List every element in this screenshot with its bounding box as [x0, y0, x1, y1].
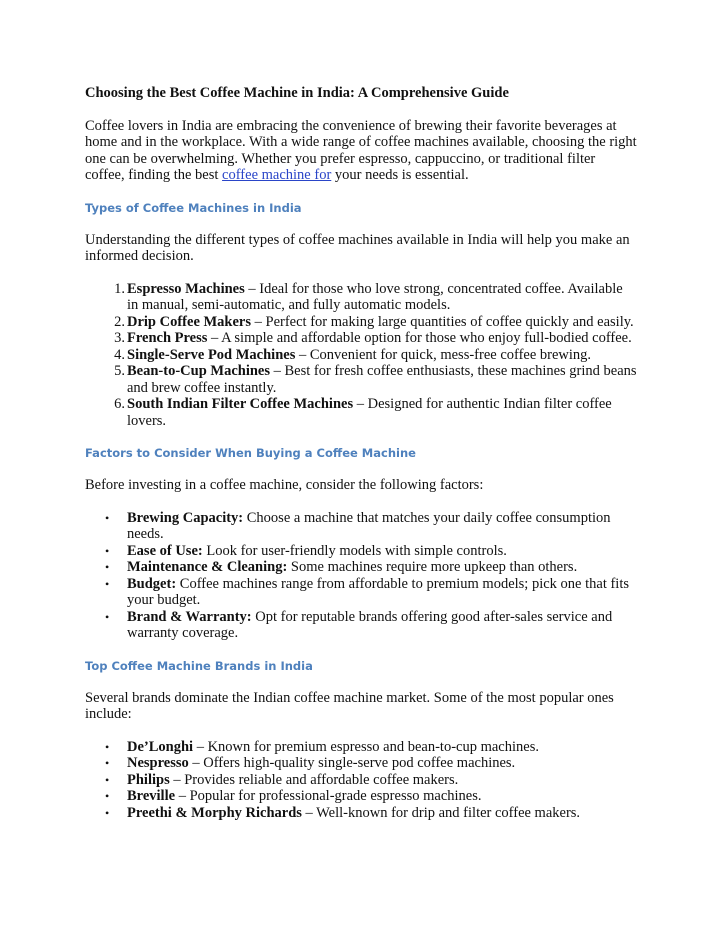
item-description: – Perfect for making large quantities of coffee quickly and easily. — [251, 313, 634, 330]
item-term: Nespresso — [127, 755, 189, 771]
section-heading-brands: Top Coffee Machine Brands in India — [85, 658, 313, 673]
item-description: – A simple and affordable option for those who enjoy full-bodied coffee. — [207, 330, 632, 346]
intro-text-after-link: your needs is essential. — [331, 167, 469, 183]
list-item — [85, 543, 637, 560]
bullet-icon: • — [105, 543, 110, 558]
item-description: Some machines require more upkeep than others. — [287, 559, 578, 575]
item-term: French Press — [127, 330, 208, 346]
section-heading-factors: Factors to Consider When Buying a Coffee Machine — [85, 446, 416, 460]
list-number: 4. — [114, 346, 125, 363]
item-description: – Best for fresh coffee enthusiasts, these machines grind beans and brew coffee instantly. — [127, 363, 637, 396]
list-number: 5. — [114, 363, 125, 379]
bullet-icon: • — [105, 576, 110, 591]
section-lead-types: Understanding the different types of coffee machines available in India will help you make an informed decision. — [85, 231, 630, 264]
item-description: – Known for premium espresso and bean-to-cup machines. — [193, 738, 539, 755]
list-number: 1. — [114, 280, 125, 297]
list-item — [85, 314, 637, 331]
intro-text-before-link: Coffee lovers in India are embracing the convenience of brewing their favorite beverages at home and in the workplace. With a wide range of coffee machines available, choosing the right one can be overwhelming. Whether you prefer espresso, cappuccino, or traditional filter coffee, finding the best — [85, 117, 637, 183]
item-term: Brand & Warranty: — [127, 608, 252, 625]
item-term: De’Longhi — [127, 738, 194, 755]
factors-list — [85, 510, 637, 642]
item-term: Bean-to-Cup Machines — [127, 363, 270, 379]
bullet-icon: • — [105, 805, 110, 820]
list-item — [85, 772, 637, 789]
item-description: – Provides reliable and affordable coffee makers. — [169, 771, 459, 788]
item-term: Drip Coffee Makers — [127, 313, 252, 330]
item-description: – Convenient for quick, mess-free coffee brewing. — [295, 346, 592, 363]
list-item — [85, 609, 637, 642]
item-term: Budget: — [127, 575, 177, 592]
bullet-icon: • — [105, 609, 110, 624]
item-description: – Well-known for drip and filter coffee makers. — [301, 804, 581, 821]
item-term: Ease of Use: — [127, 542, 203, 559]
section-lead-factors: Before investing in a coffee machine, consider the following factors: — [85, 477, 484, 493]
item-description: – Ideal for those who love strong, concentrated coffee. Available in manual, semi-automatic, and fully automatic models. — [127, 280, 623, 313]
list-number: 3. — [114, 330, 125, 346]
section-lead-brands: Several brands dominate the Indian coffee machine market. Some of the most popular ones include: — [85, 689, 614, 722]
list-item — [85, 347, 637, 364]
list-item — [85, 576, 637, 609]
bullet-icon: • — [105, 510, 110, 525]
item-description: Choose a machine that matches your daily coffee consumption needs. — [127, 509, 611, 542]
bullet-icon: • — [105, 789, 110, 803]
list-item — [85, 510, 637, 543]
list-item — [85, 396, 637, 429]
list-item — [85, 805, 637, 822]
item-description: – Designed for authentic Indian filter coffee lovers. — [127, 396, 612, 429]
bullet-icon: • — [105, 560, 110, 574]
section-heading-types: Types of Coffee Machines in India — [85, 200, 302, 215]
item-description: Coffee machines range from affordable to premium models; pick one that fits your budget. — [127, 575, 630, 608]
item-term: Espresso Machines — [127, 280, 245, 297]
intro-paragraph — [85, 118, 637, 184]
bullet-icon: • — [105, 756, 110, 770]
list-item — [85, 559, 637, 576]
list-item — [85, 281, 637, 314]
item-description: – Popular for professional-grade espresso machines. — [175, 788, 482, 804]
item-description: Look for user-friendly models with simple controls. — [202, 542, 507, 559]
item-term: Single-Serve Pod Machines — [127, 346, 296, 363]
item-description: Opt for reputable brands offering good after-sales service and warranty coverage. — [127, 608, 613, 641]
item-term: Breville — [127, 788, 176, 804]
item-term: Philips — [127, 771, 170, 788]
bullet-icon: • — [105, 739, 110, 754]
types-list — [85, 281, 637, 430]
list-item — [85, 788, 637, 805]
item-description: – Offers high-quality single-serve pod coffee machines. — [188, 755, 516, 771]
coffee-machine-link[interactable]: coffee machine for — [222, 167, 332, 183]
document-page — [85, 85, 637, 837]
brands-list — [85, 739, 637, 822]
list-item — [85, 330, 637, 347]
list-number: 2. — [114, 313, 125, 330]
item-term: Maintenance & Cleaning: — [127, 559, 288, 575]
list-item — [85, 739, 637, 756]
bullet-icon: • — [105, 772, 110, 787]
document-title: Choosing the Best Coffee Machine in India: A Comprehensive Guide — [85, 85, 509, 101]
item-term: Preethi & Morphy Richards — [127, 804, 302, 821]
item-term: Brewing Capacity: — [127, 509, 244, 526]
list-item — [85, 363, 637, 396]
list-item — [85, 755, 637, 772]
list-number: 6. — [114, 396, 125, 412]
item-term: South Indian Filter Coffee Machines — [127, 396, 354, 412]
